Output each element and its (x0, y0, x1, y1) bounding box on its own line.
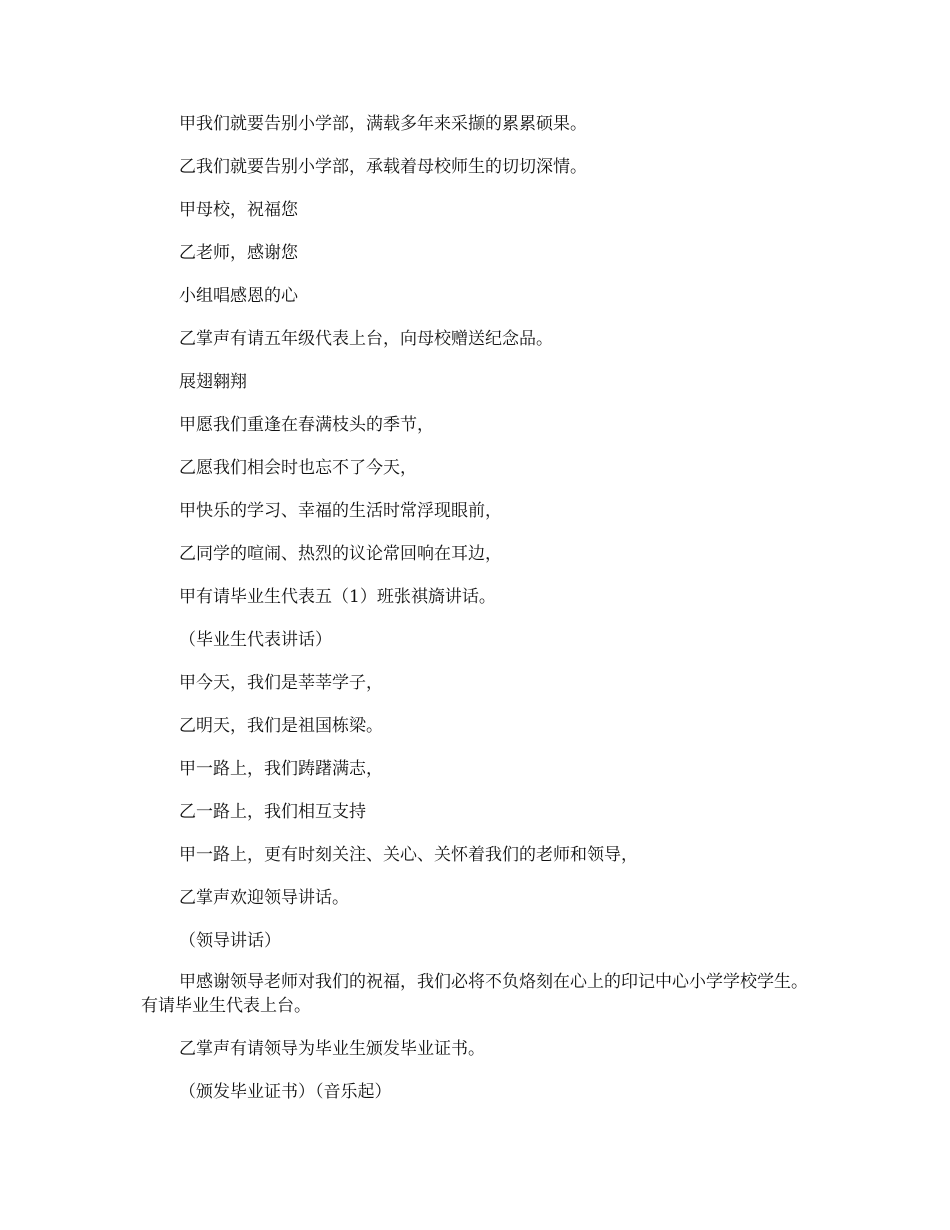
paragraph: 乙同学的喧闹、热烈的议论常回响在耳边， (179, 544, 502, 564)
paragraph: （颁发毕业证书）（音乐起） (179, 1082, 392, 1102)
paragraph: 甲我们就要告别小学部，满载多年来采撷的累累硕果。 (179, 114, 587, 134)
paragraph: （领导讲话） (179, 931, 281, 951)
paragraph: 甲今天，我们是莘莘学子， (179, 673, 383, 693)
paragraph: 乙老师，感谢您 (179, 243, 298, 263)
paragraph: （毕业生代表讲话） (179, 630, 332, 650)
paragraph: 甲一路上，我们踌躇满志， (179, 759, 383, 779)
paragraph: 甲母校，祝福您 (179, 200, 298, 220)
paragraph: 甲一路上，更有时刻关注、关心、关怀着我们的老师和领导， (179, 845, 638, 865)
paragraph: 甲愿我们重逢在春满枝头的季节， (179, 415, 434, 435)
paragraph: 乙愿我们相会时也忘不了今天， (179, 458, 417, 478)
paragraph: 甲感谢领导老师对我们的祝福，我们必将不负烙刻在心上的印记中心小学学校学生。有请毕业生代表上台。 (141, 972, 808, 1016)
paragraph: 乙我们就要告别小学部，承载着母校师生的切切深情。 (179, 157, 587, 177)
paragraph: 展翅翱翔 (179, 372, 247, 392)
document-body (141, 110, 821, 1121)
paragraph: 乙掌声有请领导为毕业生颁发毕业证书。 (179, 1039, 485, 1059)
paragraph: 乙掌声有请五年级代表上台，向母校赠送纪念品。 (179, 329, 553, 349)
paragraph: 乙掌声欢迎领导讲话。 (179, 888, 349, 908)
paragraph: 乙一路上，我们相互支持 (179, 802, 366, 822)
paragraph: 甲有请毕业生代表五（1）班张祺旖讲话。 (179, 587, 496, 607)
paragraph: 甲快乐的学习、幸福的生活时常浮现眼前， (179, 501, 502, 521)
paragraph: 小组唱感恩的心 (179, 286, 298, 306)
paragraph: 乙明天，我们是祖国栋梁。 (179, 716, 383, 736)
